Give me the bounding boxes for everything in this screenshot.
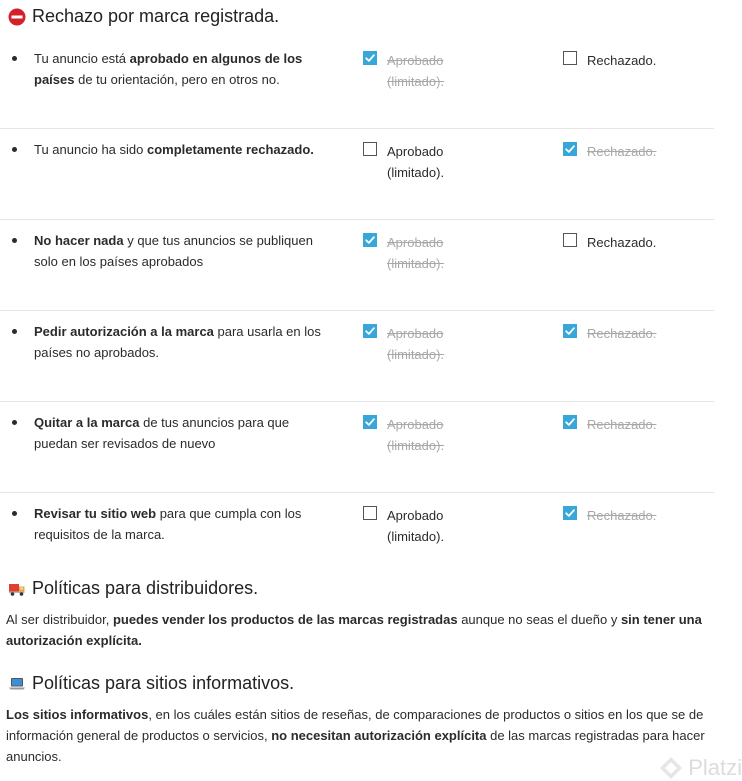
approved-limited-option[interactable]	[363, 505, 467, 547]
section-title: Políticas para sitios informativos.	[32, 673, 295, 693]
approved-label: Aprobado (limitado).	[387, 508, 445, 544]
bullet-point	[12, 147, 17, 152]
bullet-point	[12, 511, 17, 516]
paragraph-bold-text: puedes vender los productos de las marcas registradas	[112, 612, 458, 627]
approved-checkbox[interactable]	[363, 324, 377, 338]
platzi-watermark	[658, 755, 742, 781]
approved-limited-option[interactable]	[363, 323, 467, 365]
task-text-bold: aprobado en algunos de los países	[34, 51, 303, 87]
task-row	[0, 402, 714, 493]
approved-checkbox[interactable]	[363, 506, 377, 520]
task-text-plain: Tu anuncio ha sido	[34, 142, 147, 157]
rejected-label: Rechazado.	[587, 235, 657, 250]
rejected-checkbox[interactable]	[563, 233, 577, 247]
rejected-checkbox[interactable]	[563, 506, 577, 520]
paragraph-bold-text: sin tener una autorización explícita.	[6, 612, 702, 648]
task-text-bold: Revisar tu sitio web	[34, 506, 157, 521]
task-text-bold: Pedir autorización a la marca	[34, 324, 214, 339]
paragraph-text: Al ser distribuidor,	[6, 612, 113, 627]
approved-limited-option[interactable]	[363, 50, 467, 92]
task-text-plain: para que cumpla con los requisitos de la marca.	[34, 506, 302, 542]
task-row	[0, 220, 714, 311]
rejected-checkbox[interactable]	[563, 142, 577, 156]
section-title: Políticas para distribuidores.	[32, 578, 259, 598]
task-text-plain: de tus anuncios para que puedan ser revisados de nuevo	[34, 415, 290, 451]
task-text-plain: Tu anuncio está	[34, 51, 130, 66]
laptop-icon	[8, 675, 26, 693]
paragraph-bold-text: no necesitan autorización explícita	[271, 728, 487, 743]
truck-icon	[8, 580, 26, 598]
rejected-label: Rechazado.	[587, 144, 657, 159]
approved-limited-option[interactable]	[363, 141, 467, 183]
section-heading-trademark-rejection	[8, 6, 279, 27]
task-row	[0, 38, 714, 129]
distributors-paragraph	[6, 609, 706, 651]
rejected-option[interactable]	[563, 414, 667, 435]
task-text-plain: y que tus anuncios se publiquen solo en los países aprobados	[34, 233, 313, 269]
task-text	[34, 48, 334, 90]
paragraph-text: , en los cuáles están sitios de reseñas, de comparaciones de productos o sitios en los que se de información general de productos o servicios,	[6, 707, 704, 743]
task-text	[34, 503, 334, 545]
section-heading-distributors	[8, 578, 258, 599]
platzi-logo-icon	[658, 755, 684, 781]
task-text	[34, 412, 334, 454]
trademark-task-list	[0, 38, 714, 583]
bullet-point	[12, 238, 17, 243]
approved-limited-option[interactable]	[363, 232, 467, 274]
rejected-checkbox[interactable]	[563, 324, 577, 338]
paragraph-text: aunque no seas el dueño y	[457, 612, 621, 627]
approved-label: Aprobado (limitado).	[387, 144, 445, 180]
approved-checkbox[interactable]	[363, 51, 377, 65]
task-row	[0, 493, 714, 583]
rejected-checkbox[interactable]	[563, 415, 577, 429]
bullet-point	[12, 420, 17, 425]
task-text	[34, 139, 334, 160]
rejected-option[interactable]	[563, 50, 667, 71]
watermark-text: Platzi	[688, 755, 742, 780]
bullet-point	[12, 56, 17, 61]
task-text-plain: para usarla en los países no aprobados.	[34, 324, 321, 360]
rejected-label: Rechazado.	[587, 417, 657, 432]
approved-label: Aprobado (limitado).	[387, 235, 445, 271]
no-entry-icon	[8, 8, 26, 26]
section-title: Rechazo por marca registrada.	[32, 6, 280, 26]
bullet-point	[12, 329, 17, 334]
approved-label: Aprobado (limitado).	[387, 417, 445, 453]
rejected-label: Rechazado.	[587, 326, 657, 341]
task-text	[34, 321, 334, 363]
rejected-label: Rechazado.	[587, 508, 657, 523]
rejected-label: Rechazado.	[587, 53, 657, 68]
rejected-option[interactable]	[563, 232, 667, 253]
paragraph-bold-text: Los sitios informativos	[6, 707, 149, 722]
approved-label: Aprobado (limitado).	[387, 326, 445, 362]
task-text-bold: Quitar a la marca	[34, 415, 140, 430]
informative-sites-paragraph	[6, 704, 706, 767]
approved-checkbox[interactable]	[363, 415, 377, 429]
approved-limited-option[interactable]	[363, 414, 467, 456]
rejected-option[interactable]	[563, 323, 667, 344]
paragraph-text: de las marcas registradas para hacer anuncios.	[6, 728, 705, 764]
task-text-bold: completamente rechazado.	[146, 142, 314, 157]
task-row	[0, 311, 714, 402]
approved-checkbox[interactable]	[363, 142, 377, 156]
rejected-option[interactable]	[563, 141, 667, 162]
rejected-option[interactable]	[563, 505, 667, 526]
rejected-checkbox[interactable]	[563, 51, 577, 65]
section-heading-informative-sites	[8, 673, 294, 694]
approved-label: Aprobado (limitado).	[387, 53, 445, 89]
task-text-bold: No hacer nada	[34, 233, 124, 248]
task-row	[0, 129, 714, 220]
task-text	[34, 230, 334, 272]
task-text-plain: de tu orientación, pero en otros no.	[74, 72, 280, 87]
approved-checkbox[interactable]	[363, 233, 377, 247]
